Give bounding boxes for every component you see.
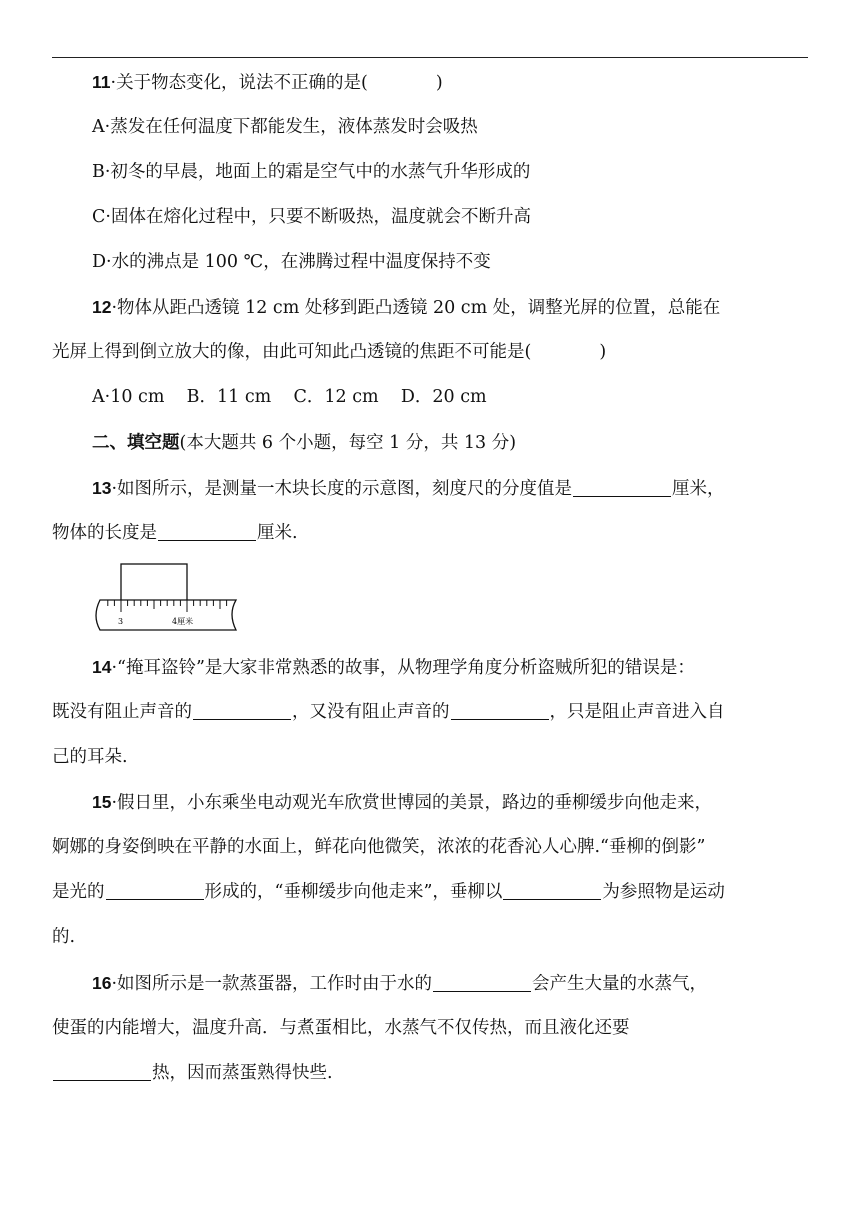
question-text: ·物体从距凸透镜 12 cm 处移到距凸透镜 20 cm 处，调整光屏的位置，总能在 [111, 298, 721, 318]
answer-blank[interactable] [433, 973, 531, 992]
wood-block [121, 564, 187, 602]
option-c: C·固体在熔化过程中，只要不断吸热，温度就会不断升高 [92, 207, 531, 227]
question-12-stem-line2: 光屏上得到倒立放大的像，由此可知此凸透镜的焦距不可能是( ) [52, 342, 607, 362]
question-14-stem-line2: 既没有阻止声音的 ，又没有阻止声音的 ，只是阻止声音进入自 [52, 702, 725, 722]
question-14-stem-line3: 己的耳朵. [52, 747, 128, 767]
question-12-options: A·10 cm B．11 cm C．12 cm D．20 cm [92, 387, 487, 407]
option-d: D·水的沸点是 100 ℃，在沸腾过程中温度保持不变 [92, 252, 491, 272]
question-number: 12 [92, 297, 112, 317]
question-number: 15 [92, 792, 112, 812]
question-15-stem-line1: 15·假日里，小东乘坐电动观光车欣赏世博园的美景，路边的垂柳缓步向他走来， [92, 792, 713, 813]
question-number: 16 [92, 973, 112, 993]
question-14-stem-line1: 14·“掩耳盗铃”是大家非常熟悉的故事，从物理学角度分析盗贼所犯的错误是： [92, 657, 695, 678]
question-15-stem-line4: 的. [52, 927, 76, 947]
question-15-stem-line3: 是光的 形成的，“垂柳缓步向他走来”，垂柳以 为参照物是运动 [52, 882, 725, 902]
question-11-stem: 11·关于物态变化，说法不正确的是( ) [92, 72, 443, 93]
question-12-stem-line1 [92, 295, 808, 320]
answer-blank[interactable] [451, 701, 549, 720]
answer-blank[interactable] [158, 522, 256, 541]
question-number: 14 [92, 657, 112, 677]
question-16-stem-line3: 热，因而蒸蛋熟得快些. [52, 1061, 812, 1085]
ruler-body [96, 600, 236, 630]
question-13-stem-line1: 13·如图所示，是测量一木块长度的示意图，刻度尺的分度值是 厘米， [92, 478, 725, 499]
answer-blank[interactable] [573, 478, 671, 497]
question-13-stem-line2: 物体的长度是 厘米. [52, 523, 298, 543]
answer-blank[interactable] [53, 1062, 151, 1081]
option-a: A·蒸发在任何温度下都能发生，液体蒸发时会吸热 [92, 117, 478, 137]
section-title: 二、填空题 [92, 432, 180, 452]
section-note: (本大题共 6 个小题，每空 1 分，共 13 分) [179, 433, 517, 453]
question-16-stem-line2: 使蛋的内能增大，温度升高．与煮蛋相比，水蒸气不仅传热，而且液化还要 [52, 1018, 630, 1038]
option-b: B·初冬的早晨，地面上的霜是空气中的水蒸气升华形成的 [92, 162, 531, 182]
question-number: 13 [92, 478, 112, 498]
ruler-figure [88, 562, 240, 638]
question-text: ·关于物态变化，说法不正确的是( [110, 73, 368, 93]
answer-blank[interactable] [503, 881, 601, 900]
question-number: 11 [92, 72, 111, 92]
section-heading [92, 430, 852, 455]
question-16-stem-line1: 16·如图所示是一款蒸蛋器，工作时由于水的 会产生大量的水蒸气， [92, 973, 708, 994]
answer-blank[interactable] [106, 881, 204, 900]
answer-blank[interactable] [193, 701, 291, 720]
ruler-label-4: 4厘米 [172, 617, 194, 626]
top-rule [52, 57, 808, 58]
question-15-stem-line2: 婀娜的身姿倒映在平静的水面上，鲜花向他微笑，浓浓的花香沁人心脾.“垂柳的倒影” [52, 837, 706, 857]
ruler-label-3: 3 [118, 617, 124, 626]
